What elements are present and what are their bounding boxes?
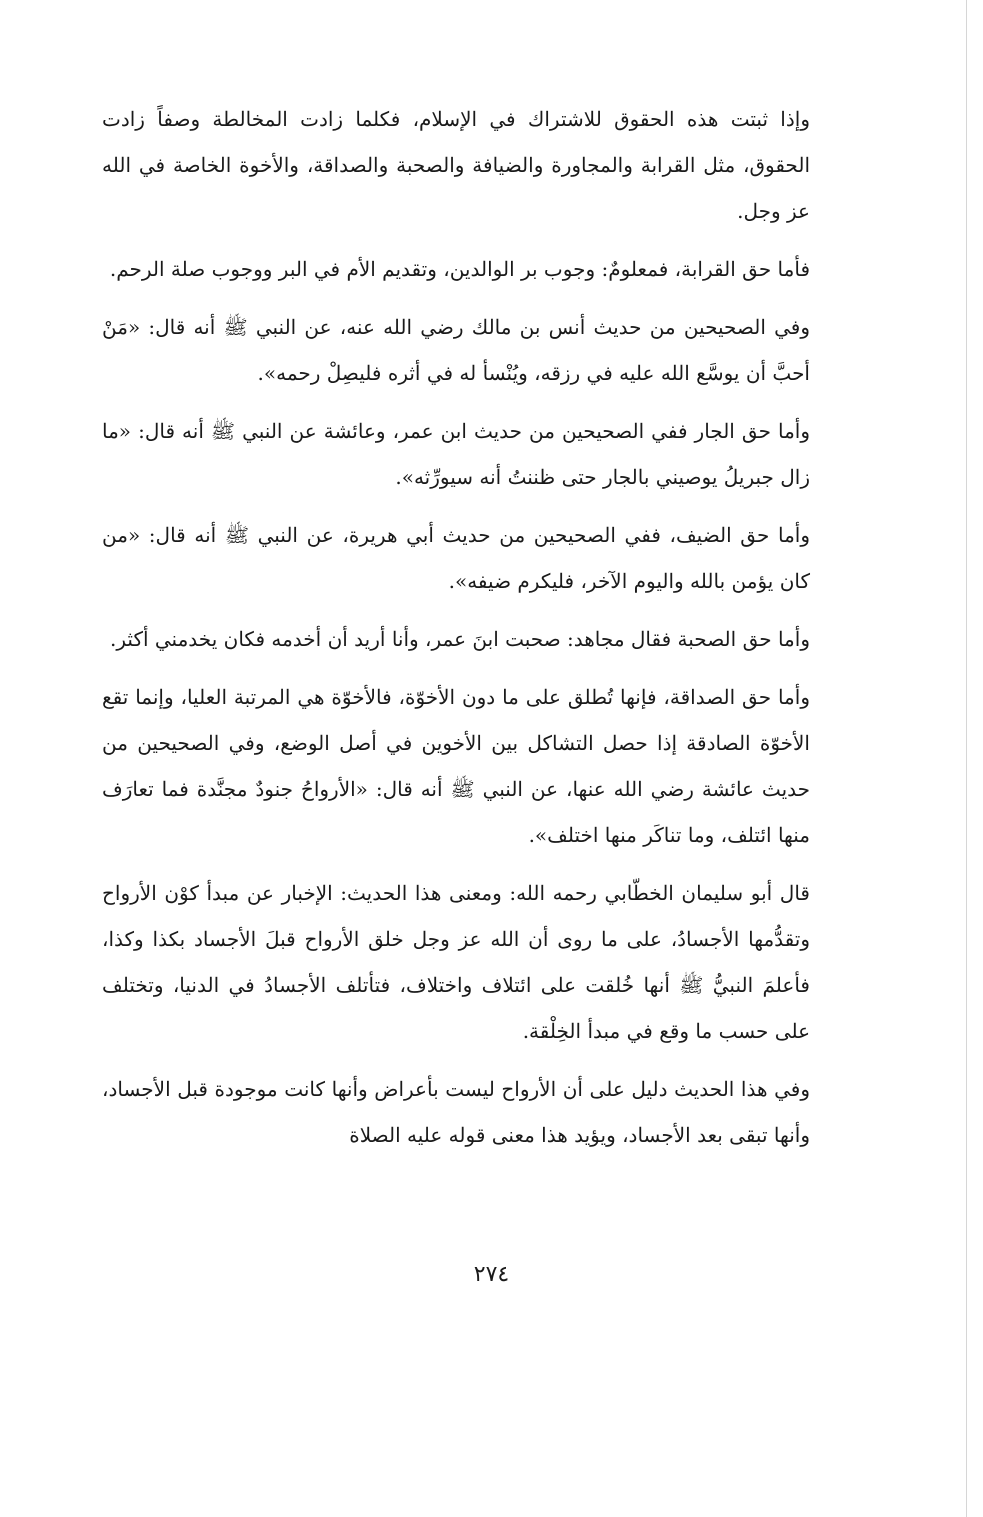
paragraph-8: قال أبو سليمان الخطّابي رحمه الله: ومعنى هذا الحديث: الإخبار عن مبدأ كوْن الأرواح وتقدُّمها الأجسادُ، على ما روى أن الله عز وجل خلق الأرواح قبلَ الأجساد بكذا وكذا، فأعلمَ النبيُّ ﷺ أنها خُلقت على ائتلاف واختلاف، فتأتلف الأجسادُ في الدنيا، وتختلف على حسب ما وقع في مبدأ الخِلْقة. bbox=[102, 881, 810, 1043]
paragraph-1: وإذا ثبتت هذه الحقوق للاشتراك في الإسلام، فكلما زادت المخالطة وصفاً زادت الحقوق، مثل القرابة والمجاورة والضيافة والصحبة والصداقة، والأخوة الخاصة في الله عز وجل. bbox=[102, 107, 810, 223]
paragraph-7: وأما حق الصداقة، فإنها تُطلق على ما دون الأخوّة، فالأخوّة هي المرتبة العليا، وإنما تقع الأخوّة الصادقة إذا حصل التشاكل بين الأخوين في أصل الوضع، وفي الصحيحين من حديث عائشة رضي الله عنها، عن النبي ﷺ أنه قال: «الأرواحُ جنودٌ مجنَّدة فما تعارَف منها ائتلف، وما تناكَر منها اختلف». bbox=[102, 685, 810, 847]
paragraph-9: وفي هذا الحديث دليل على أن الأرواح ليست بأعراض وأنها كانت موجودة قبل الأجساد، وأنها تبقى بعد الأجساد، ويؤيد هذا معنى قوله عليه الصلاة bbox=[102, 1077, 810, 1147]
paragraph-3: وفي الصحيحين من حديث أنس بن مالك رضي الله عنه، عن النبي ﷺ أنه قال: «مَنْ أحبَّ أن يوسَّع الله عليه في رزقه، ويُنْسأ له في أثره فليصِلْ رحمه». bbox=[102, 315, 810, 385]
page-edge-line bbox=[966, 0, 967, 1517]
paragraph-2: فأما حق القرابة، فمعلومٌ: وجوب بر الوالدين، وتقديم الأم في البر ووجوب صلة الرحم. bbox=[109, 257, 810, 281]
paragraph-4: وأما حق الجار ففي الصحيحين من حديث ابن عمر، وعائشة عن النبي ﷺ أنه قال: «ما زال جبريلُ يوصيني بالجار حتى ظننتُ أنه سيورِّثه». bbox=[102, 419, 810, 489]
paragraph-5: وأما حق الضيف، ففي الصحيحين من حديث أبي هريرة، عن النبي ﷺ أنه قال: «من كان يؤمن بالله واليوم الآخر، فليكرم ضيفه». bbox=[102, 523, 810, 593]
page-number: ٢٧٤ bbox=[473, 1262, 510, 1287]
paragraph-6: وأما حق الصحبة فقال مجاهد: صحبت ابنَ عمر، وأنا أريد أن أخدمه فكان يخدمني أكثر. bbox=[110, 627, 810, 651]
body-text bbox=[102, 96, 810, 1170]
